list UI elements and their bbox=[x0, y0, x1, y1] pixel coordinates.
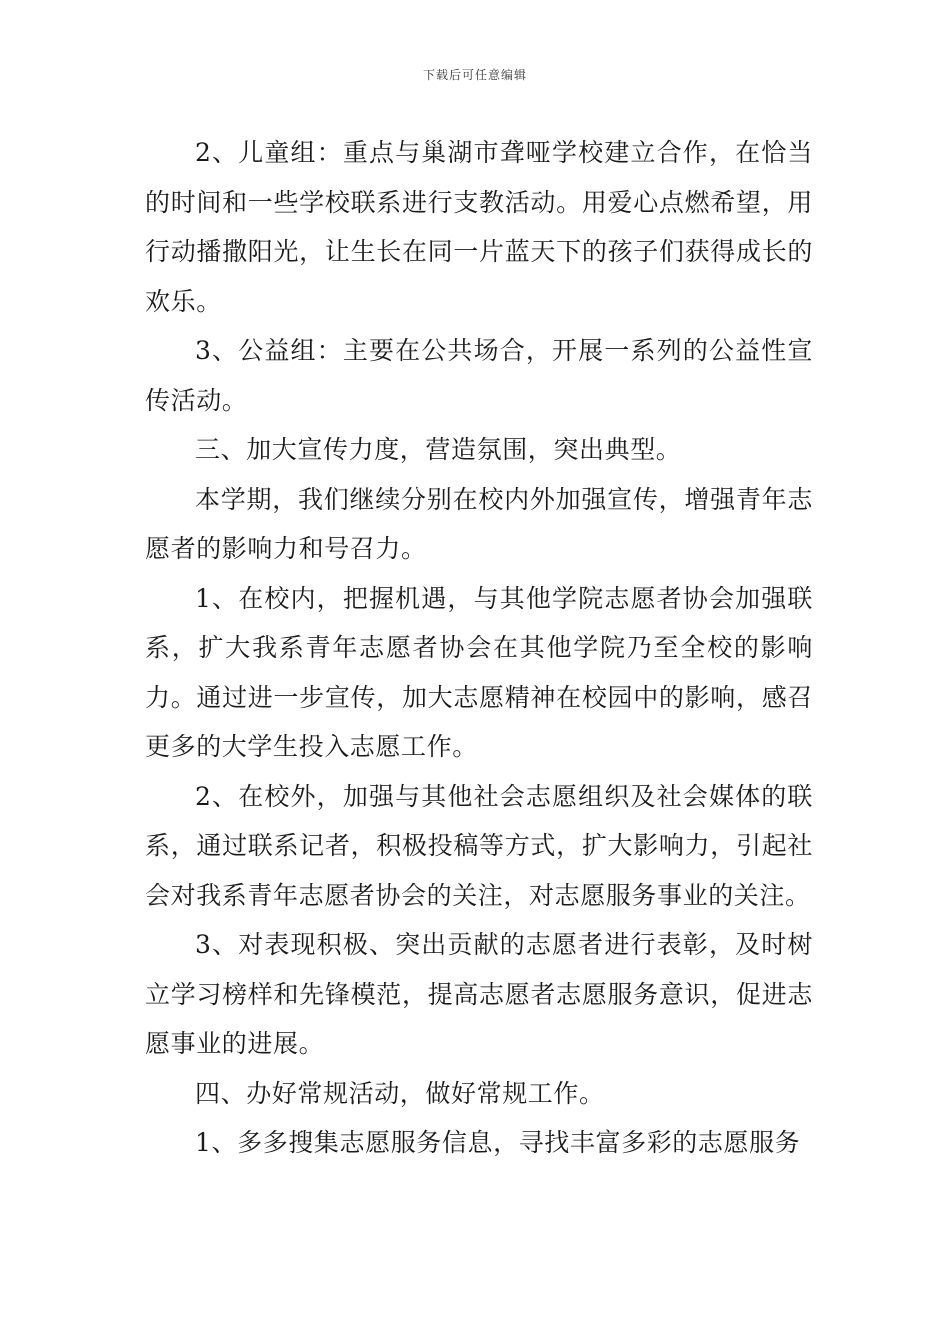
paragraph-public-welfare-group: 3、公益组：主要在公共场合，开展一系列的公益性宣传活动。 bbox=[145, 336, 813, 415]
section-heading-routine: 四、办好常规活动，做好常规工作。 bbox=[195, 1078, 605, 1108]
document-body bbox=[145, 128, 813, 1168]
paragraph-commendation: 3、对表现积极、突出贡献的志愿者进行表彰，及时树立学习榜样和先锋模范，提高志愿者志愿服务意识，促进志愿事业的进展。 bbox=[145, 930, 813, 1058]
paragraph-publicity-intro: 本学期，我们继续分别在校内外加强宣传，增强青年志愿者的影响力和号召力。 bbox=[145, 484, 813, 563]
paragraph-on-campus: 1、在校内，把握机遇，与其他学院志愿者协会加强联系，扩大我系青年志愿者协会在其他学院乃至全校的影响力。通过进一步宣传，加大志愿精神在校园中的影响，感召更多的大学生投入志愿工作。 bbox=[145, 583, 813, 761]
page-header: 下载后可任意编辑 bbox=[422, 68, 527, 82]
paragraph-off-campus: 2、在校外，加强与其他社会志愿组织及社会媒体的联系，通过联系记者，积极投稿等方式，扩大影响力，引起社会对我系青年志愿者协会的关注，对志愿服务事业的关注。 bbox=[145, 781, 813, 910]
paragraph-collect-info: 1、多多搜集志愿服务信息，寻找丰富多彩的志愿服务 bbox=[195, 1128, 801, 1157]
section-heading-publicity: 三、加大宣传力度，营造氛围，突出典型。 bbox=[195, 435, 682, 464]
paragraph-children-group: 2、儿童组：重点与巢湖市聋哑学校建立合作，在恰当的时间和一些学校联系进行支教活动。用爱心点燃希望，用行动播撒阳光，让生长在同一片蓝天下的孩子们获得成长的欢乐。 bbox=[145, 138, 813, 316]
